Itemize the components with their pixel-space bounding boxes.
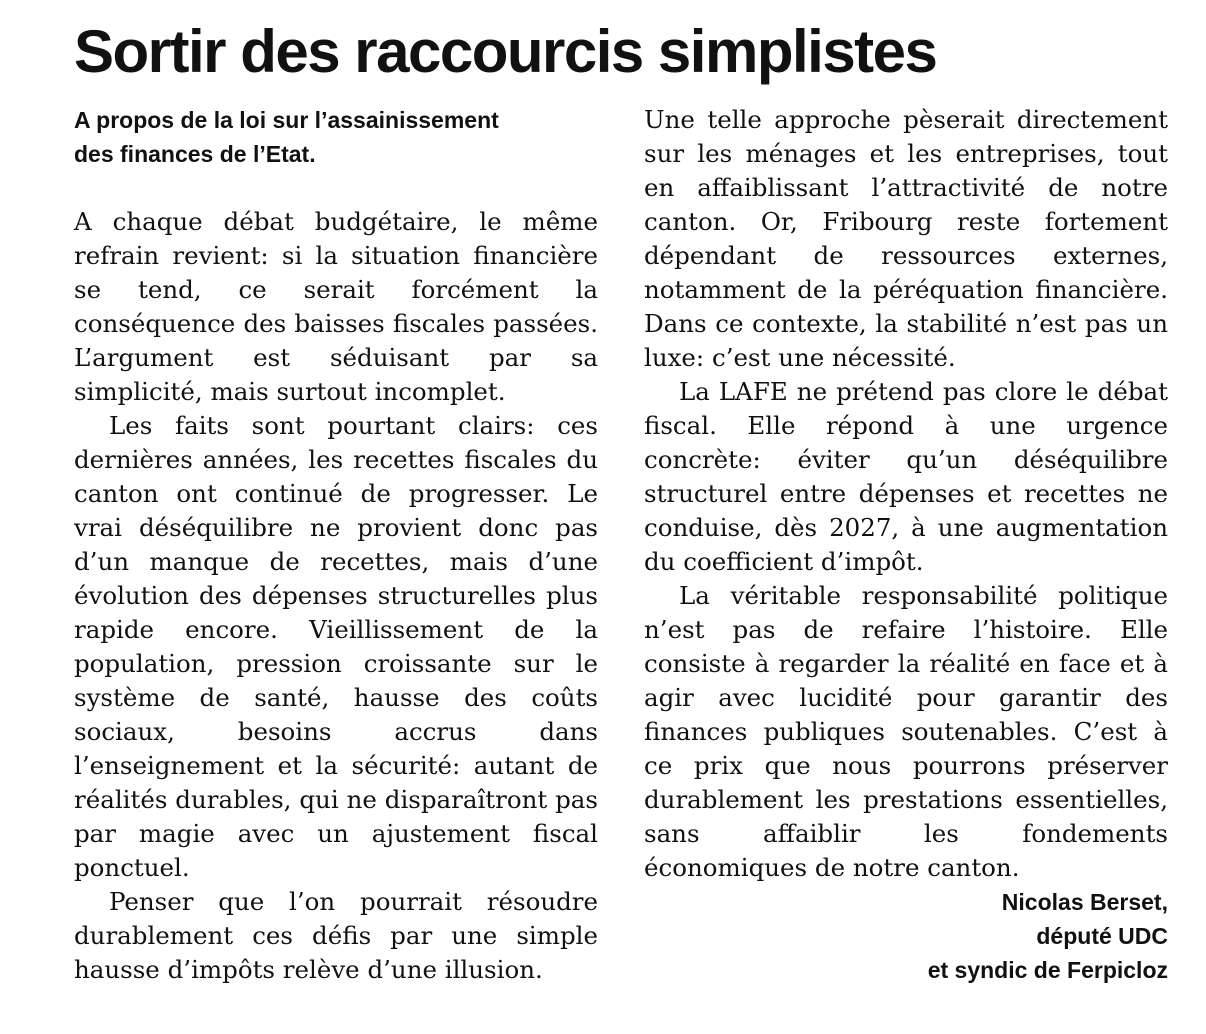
author-name: Nicolas Berset,: [1001, 889, 1168, 915]
lede-line-2: des finances de l’Etat.: [74, 141, 316, 167]
lede-line-1: A propos de la loi sur l’assainissement: [74, 107, 499, 133]
paragraph-4: La LAFE ne prétend pas clore le débat fiscal. Elle répond à une urgence concrète: éviter qu’un déséquilibre structurel entre dépenses et recettes ne conduise, dès 2027, à une augmentation du coefficient d’impôt.: [644, 377, 1168, 576]
paragraph-1: A chaque débat budgétaire, le même refrain revient: si la situation financière se tend, ce serait forcément la conséquence des baisses fiscales passées. L’argument est séduisant par sa simplicité, mais surtout incomplet.: [74, 207, 598, 406]
article-column-left: [74, 103, 598, 987]
author-role: député UDC: [1036, 923, 1168, 949]
author-title: et syndic de Ferpicloz: [927, 957, 1168, 983]
author-signature: [644, 885, 1168, 987]
article-lede: [74, 103, 598, 171]
article-column-right: [644, 103, 1168, 987]
paragraph-3: Penser que l’on pourrait résoudre durablement ces défis par une simple hausse d’impôts relève d’une illusion.: [74, 887, 598, 984]
paragraph-5: La véritable responsabilité politique n’est pas de refaire l’histoire. Elle consiste à regarder la réalité en face et à agir avec lucidité pour garantir des finances publiques soutenables. C’est à ce prix que nous pourrons préserver durablement les prestations essentielles, sans affaiblir les fondements économiques de notre canton.: [644, 581, 1168, 882]
article-headline: Sortir des raccourcis simplistes: [74, 18, 937, 85]
paragraph-2: Les faits sont pourtant clairs: ces dernières années, les recettes fiscales du canton ont continué de progresser. Le vrai déséquilibre ne provient donc pas d’un manque de recettes, mais d’une évolution des dépenses structurelles plus rapide encore. Vieillissement de la population, pression croissante sur le système de santé, hausse des coûts sociaux, besoins accrus dans l’enseignement et la sécurité: autant de réalités durables, qui ne disparaîtront pas par magie avec un ajustement fiscal ponctuel.: [74, 411, 598, 882]
paragraph-3-continued: Une telle approche pèserait directement sur les ménages et les entreprises, tout en affaiblissant l’attractivité de notre canton. Or, Fribourg reste fortement dépendant de ressources externes, notamment de la péréquation financière. Dans ce contexte, la stabilité n’est pas un luxe: c’est une nécessité.: [644, 105, 1168, 372]
